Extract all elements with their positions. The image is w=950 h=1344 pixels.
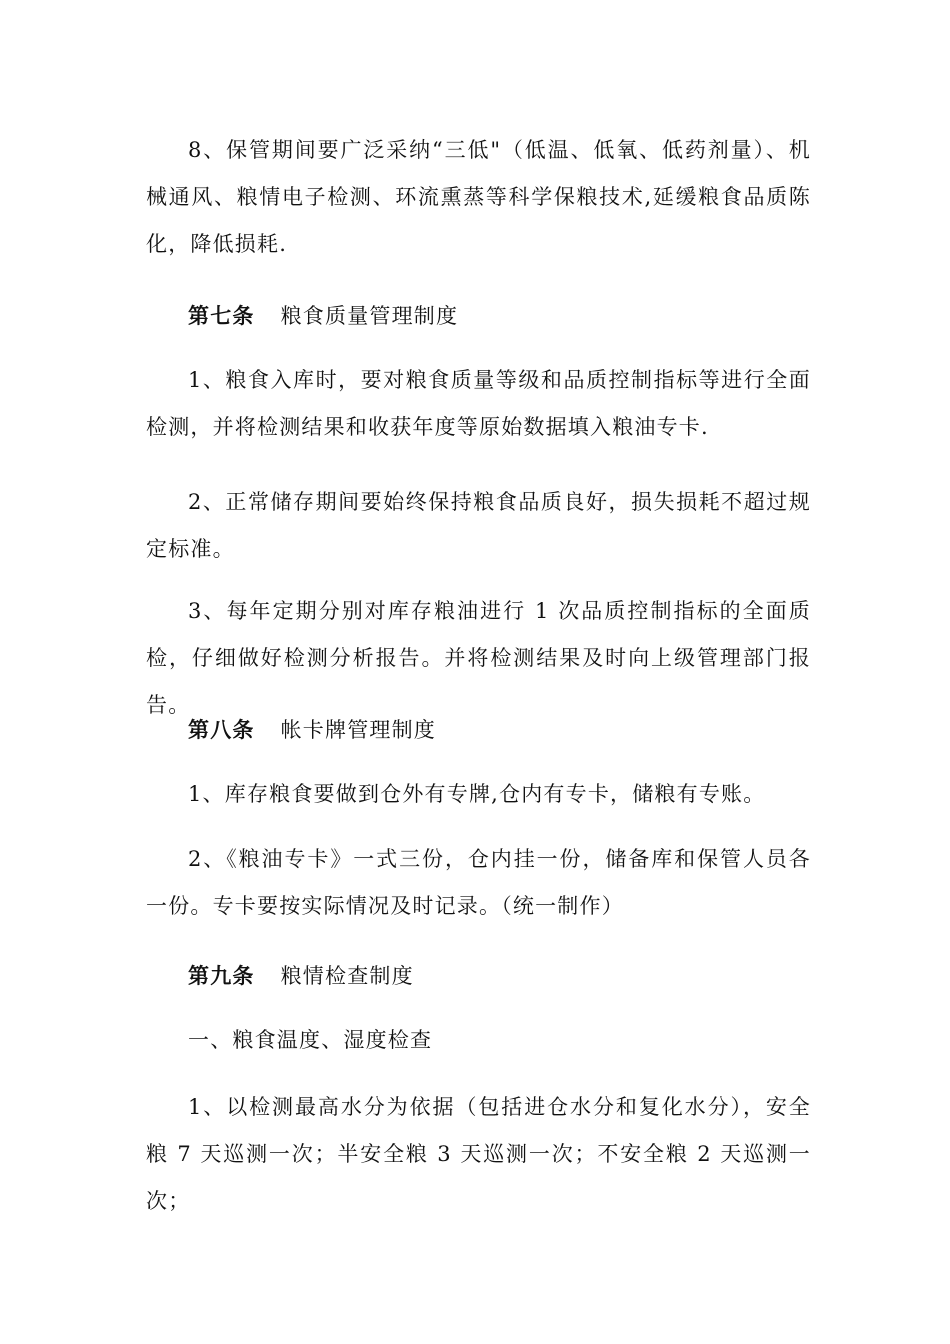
article-9-subheading: 一、粮食温度、湿度检查 [188,1028,433,1052]
article-8-item-1: 1、库存粮食要做到仓外有专牌,仓内有专卡，储粮有专账。 [188,782,766,806]
article-8-item-2: 2、《粮油专卡》一式三份，仓内挂一份，储备库和保管人员各一份。专卡要按实际情况及时记录。（统一制作） [146,847,811,918]
article-7-item-3: 3、每年定期分别对库存粮油进行 1 次品质控制指标的全面质检，仔细做好检测分析报告。并将检测结果及时向上级管理部门报告。 [146,599,811,717]
article-9-title: 粮情检查制度 [280,964,414,988]
article-7-heading [188,292,458,340]
article-8-heading [188,706,436,754]
article-9-heading [188,952,414,1000]
article-7-number: 第七条 [188,303,255,328]
article-8-number: 第八条 [188,717,255,742]
article-8-title: 帐卡牌管理制度 [280,718,437,742]
article-9-item-1: 1、以检测最高水分为依据（包括进仓水分和复化水分），安全粮 7 天巡测一次；半安全粮 3 天巡测一次；不安全粮 2 天巡测一次； [146,1095,811,1213]
paragraph-item-8: 8、保管期间要广泛采纳“三低"（低温、低氧、低药剂量）、机械通风、粮情电子检测、环流熏蒸等科学保粮技术,延缓粮食品质陈化，降低损耗. [146,138,811,256]
article-7-item-2: 2、正常储存期间要始终保持粮食品质良好，损失损耗不超过规定标准。 [146,490,811,561]
article-7-item-1: 1、粮食入库时，要对粮食质量等级和品质控制指标等进行全面检测，并将检测结果和收获年度等原始数据填入粮油专卡. [146,368,811,439]
article-7-title: 粮食质量管理制度 [280,304,459,328]
article-9-number: 第九条 [188,963,255,988]
